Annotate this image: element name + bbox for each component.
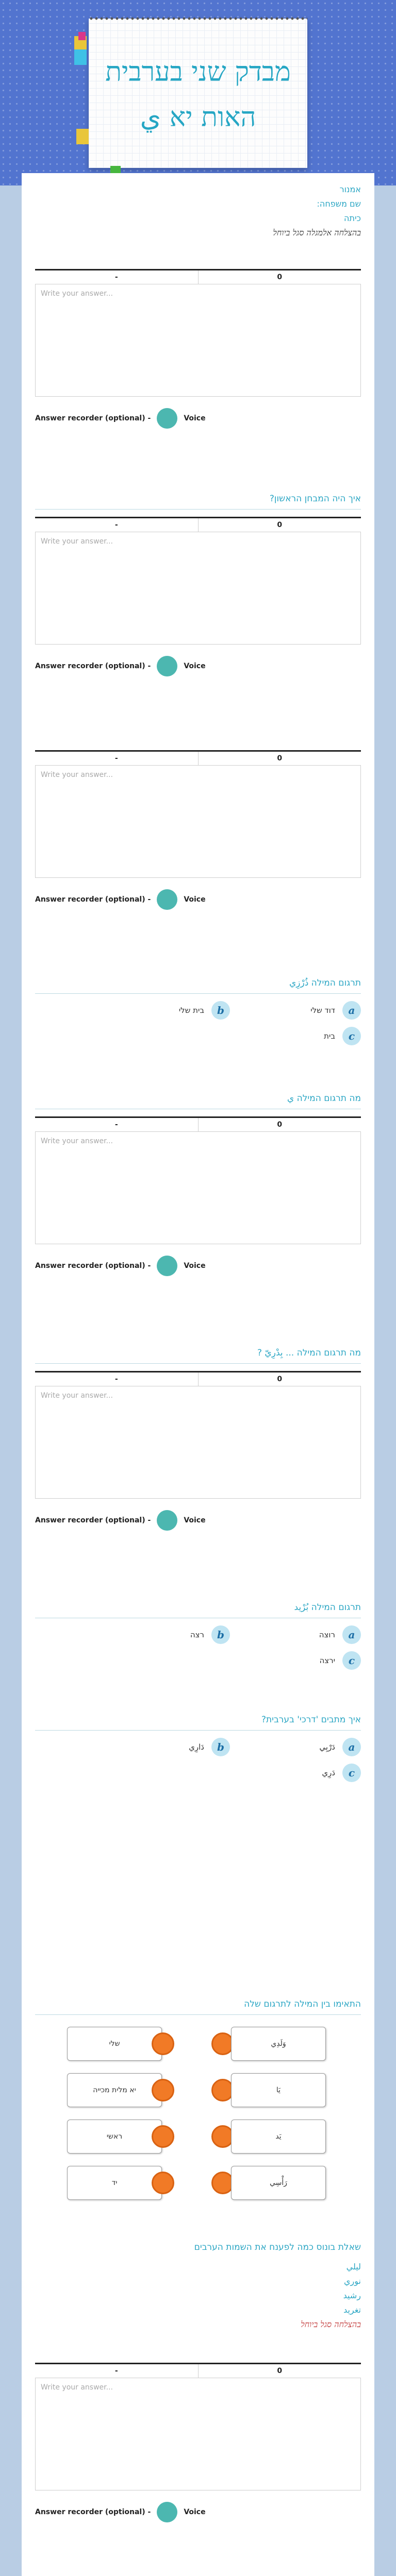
match-right-item[interactable] [231,2120,326,2154]
answer-col-dash: - [114,273,118,281]
answer-table [35,2363,361,2378]
match-right-item[interactable] [231,2073,326,2107]
student-class: כיתה [343,213,361,223]
question-1 [35,493,361,676]
worksheet-card [22,173,374,2576]
answer-recorder [35,656,361,676]
question-3 [35,1092,361,1276]
answer-input[interactable] [36,532,360,644]
question-4-title-text: מה תרגום המילה ... بِدْرِيّ ? [257,1348,361,1358]
voice-record-button[interactable] [157,656,177,676]
bonus-words [35,2260,361,2332]
answer-block-final [35,2363,361,2522]
option-b[interactable] [189,1738,230,1756]
sticky-tab-icon [74,49,87,65]
option-text: ירצה [319,1656,335,1665]
question-8 [35,2241,361,2332]
recorder-label: Answer recorder (optional) - [35,1516,151,1524]
answer-col-zero: 0 [198,1118,361,1131]
option-letter: a [342,1001,361,1020]
match-left-text: יא מלית מכייה [93,2086,136,2094]
question-8-title [35,2241,361,2258]
hero-banner [0,0,396,185]
question-6 [35,1714,361,1789]
option-c[interactable] [322,1764,361,1782]
voice-label: Voice [184,1262,206,1270]
match-connector-dot[interactable] [152,2079,174,2102]
match-left-item[interactable] [67,2166,162,2200]
answer-box [35,284,361,397]
answer-block-2 [35,750,361,910]
question-7 [35,1998,361,2256]
option-a[interactable] [319,1625,361,1644]
question-5-options [35,1625,361,1677]
bonus-word: نوري [344,2276,361,2286]
recorder-label: Answer recorder (optional) - [35,895,151,904]
match-connector-dot[interactable] [152,2125,174,2148]
option-letter: b [211,1001,230,1020]
match-right-text: رَأْسِي [269,2179,288,2187]
answer-col-zero: 0 [198,752,361,765]
answer-recorder [35,2502,361,2522]
question-2-options [35,1001,361,1053]
option-text: دَارِي [189,1742,204,1752]
bonus-word: رشيد [343,2291,361,2300]
bonus-word: تغريد [343,2305,361,2315]
option-letter: a [342,1738,361,1756]
question-2-title [35,977,361,994]
student-family: שם משפחה: [317,199,361,209]
question-7-title [35,1998,361,2015]
match-connector-dot[interactable] [152,2032,174,2055]
option-letter: a [342,1625,361,1644]
question-1-title [35,493,361,510]
voice-record-button[interactable] [157,1510,177,1531]
recorder-label: Answer recorder (optional) - [35,414,151,422]
match-left-item[interactable] [67,2120,162,2154]
recorder-label: Answer recorder (optional) - [35,2508,151,2516]
option-letter: b [211,1738,230,1756]
match-left-item[interactable] [67,2027,162,2061]
student-info [35,182,361,240]
match-connector-dot[interactable] [152,2172,174,2194]
answer-box [35,1386,361,1499]
answer-table [35,269,361,284]
option-text: دَرِي [322,1768,335,1777]
answer-col-zero: 0 [198,1372,361,1386]
match-right-text: وَلَدِي [271,2040,286,2048]
question-5-title [35,1601,361,1618]
sticky-tab-icon [78,32,86,40]
match-right-item[interactable] [231,2166,326,2200]
question-8-title-text: שאלת בונוס כמה לפענח את השמות הערבים [194,2242,361,2252]
option-letter: c [342,1651,361,1670]
question-6-title-text: איך מתבים 'דרכי' בערבית? [261,1715,361,1725]
question-7-title-text: התאימו בין המילה לתרגום שלה [244,1999,361,2009]
sticky-tab-icon [110,166,121,173]
answer-block-1 [35,269,361,429]
page-title: מבדק שני בערבית האות יא ي [105,57,291,133]
match-right-text: يَد [275,2132,282,2141]
title-notepad [89,19,307,168]
answer-col-dash: - [114,1121,118,1129]
question-4-title [35,1347,361,1364]
option-letter: b [211,1625,230,1644]
answer-input[interactable] [36,1386,360,1498]
answer-col-zero: 0 [198,2364,361,2378]
voice-label: Voice [184,662,206,670]
match-left-item[interactable] [67,2073,162,2107]
question-2-title-text: תרגום המילה ذُرْزِي [289,978,361,988]
option-text: בית [324,1031,335,1041]
question-6-title [35,1714,361,1731]
voice-record-button[interactable] [157,2502,177,2522]
option-text: רוצה [319,1630,335,1639]
answer-table [35,1371,361,1386]
option-text: רצה [190,1630,204,1639]
question-2 [35,977,361,1053]
option-a[interactable] [310,1001,361,1020]
voice-label: Voice [184,2508,206,2516]
answer-input[interactable] [36,2378,360,2490]
question-4 [35,1347,361,1531]
answer-col-dash: - [114,754,118,762]
answer-recorder [35,408,361,429]
match-right-item[interactable] [231,2027,326,2061]
option-letter: c [342,1764,361,1782]
match-left-text: שלי [109,2040,120,2048]
question-5 [35,1601,361,1677]
answer-col-dash: - [114,521,118,529]
answer-recorder [35,1256,361,1276]
option-a[interactable] [319,1738,361,1756]
option-b[interactable] [179,1001,230,1020]
question-6-options [35,1738,361,1789]
answer-table [35,750,361,766]
answer-box [35,766,361,878]
student-info-section [35,182,361,240]
answer-input[interactable] [36,1132,360,1244]
answer-input[interactable] [36,766,360,877]
option-letter: c [342,1027,361,1045]
voice-record-button[interactable] [157,1256,177,1276]
answer-col-dash: - [114,1375,118,1383]
recorder-label: Answer recorder (optional) - [35,1262,151,1270]
option-c[interactable] [324,1027,361,1045]
closing-text: בהצלחה סגל ביוחל [301,2319,361,2329]
voice-label: Voice [184,895,206,904]
student-name: אמנור [339,184,361,194]
sticky-tab-icon [76,129,89,144]
voice-record-button[interactable] [157,889,177,910]
voice-record-button[interactable] [157,408,177,429]
answer-col-dash: - [114,2367,118,2375]
answer-recorder [35,1510,361,1531]
greeting-text: בהצלחה אלמגלה סגל ביוחל [273,228,361,238]
option-text: دَرْبِي [319,1742,335,1752]
voice-label: Voice [184,414,206,422]
option-text: דוד שלי [310,1006,335,1015]
answer-col-zero: 0 [198,518,361,532]
bonus-word: ليلي [346,2262,361,2272]
question-3-title-text: מה תרגום המילה ي [287,1093,361,1104]
answer-box [35,532,361,645]
answer-table [35,517,361,532]
option-c[interactable] [319,1651,361,1670]
question-1-title-text: איך היה המבחן הראשון? [269,494,361,504]
answer-col-zero: 0 [198,270,361,284]
option-b[interactable] [190,1625,230,1644]
voice-label: Voice [184,1516,206,1524]
answer-input[interactable] [36,284,360,396]
answer-table [35,1116,361,1132]
option-text: בית שלי [178,1006,204,1015]
match-left-text: יד [111,2179,118,2187]
answer-box [35,2378,361,2490]
answer-recorder [35,889,361,910]
match-right-text: يَا [276,2086,281,2094]
recorder-label: Answer recorder (optional) - [35,662,151,670]
question-5-title-text: תרגום המילה بُرْيد [294,1602,361,1613]
answer-box [35,1132,361,1244]
match-left-text: ראשי [106,2132,123,2141]
notepad-spiral [89,13,307,24]
question-3-title [35,1092,361,1109]
